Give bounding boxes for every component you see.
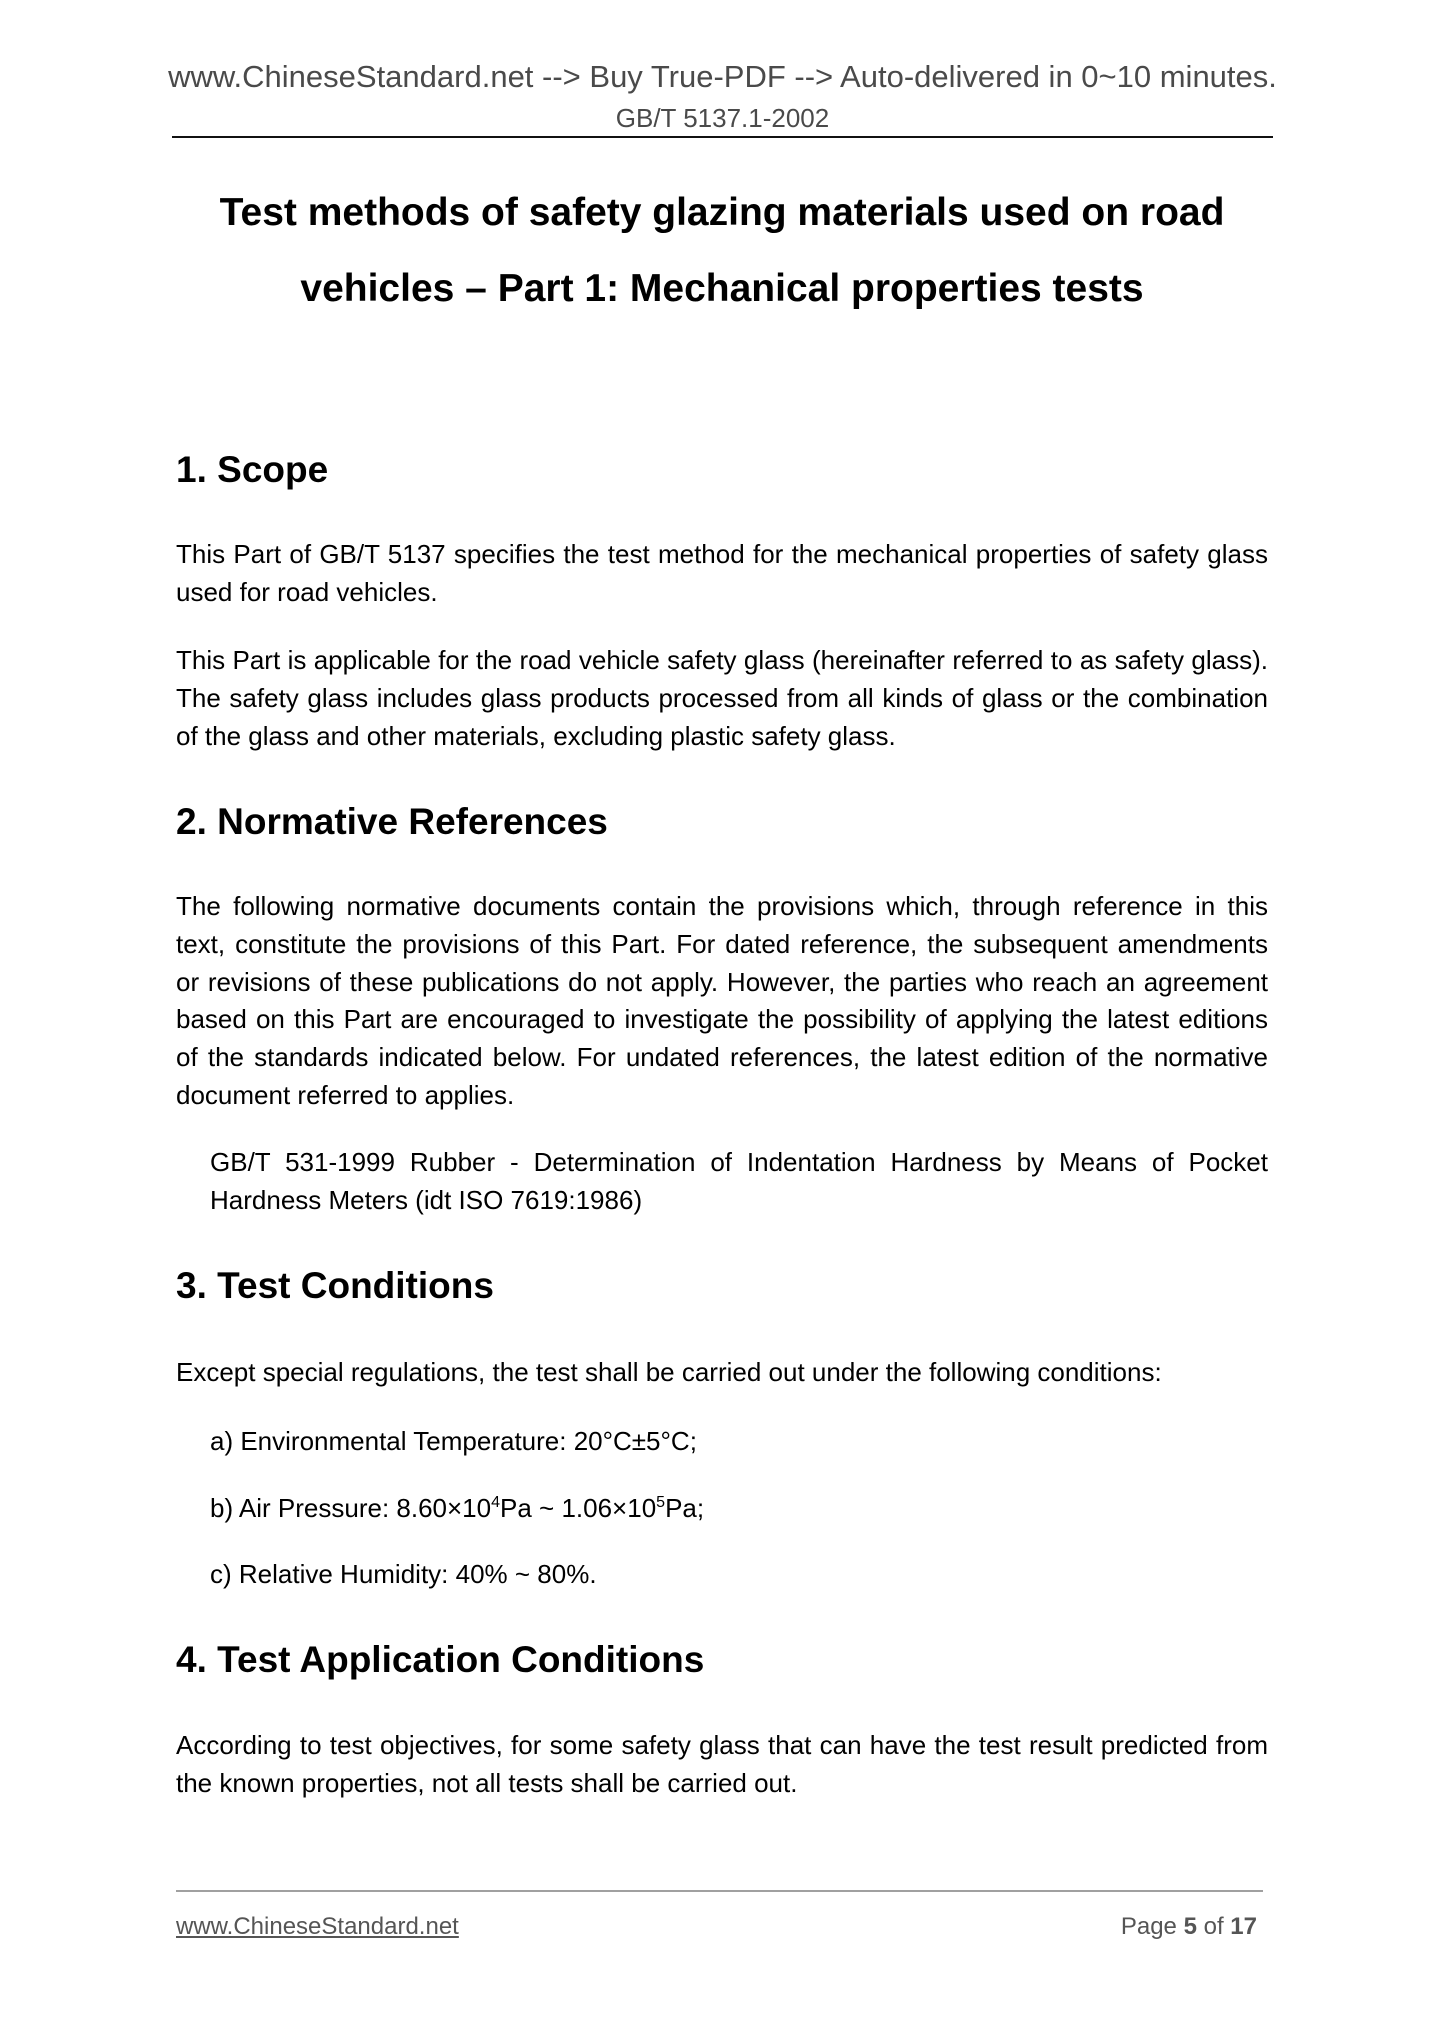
standard-code: GB/T 5137.1-2002 <box>615 103 830 133</box>
text-line: This Part of GB/T 5137 specifies the test method for the mechanical properties of safety glass <box>176 539 1268 569</box>
page-current: 5 <box>1183 1913 1197 1940</box>
text-line: of the glass and other materials, excluding plastic safety glass. <box>176 720 896 751</box>
text-line: GB/T 531-1999 Rubber - Determination of Indentation Hardness by Means of Pocket <box>210 1147 1268 1177</box>
condition-air-pressure <box>210 1489 704 1527</box>
text-line: This Part is applicable for the road vehicle safety glass (hereinafter referred to as safety glass). <box>176 645 1268 675</box>
footer-website-link[interactable]: www.ChineseStandard.net <box>176 1913 459 1940</box>
normative-references-paragraph <box>176 888 1268 1115</box>
document-title <box>176 175 1268 327</box>
pressure-text: Pa ~ 1.06×10 <box>500 1493 657 1523</box>
footer-divider <box>176 1890 1263 1892</box>
header-divider <box>172 136 1273 138</box>
text-line: Except special regulations, the test shall be carried out under the following conditions: <box>176 1357 1162 1387</box>
text-line: based on this Part are encouraged to investigate the possibility of applying the latest editions <box>176 1004 1268 1035</box>
scope-paragraph-2 <box>176 642 1268 755</box>
text-line: or revisions of these publications do not apply. However, the parties who reach an agreement <box>176 966 1268 997</box>
scope-paragraph-1 <box>176 536 1268 612</box>
exponent: 4 <box>491 1494 501 1511</box>
section-heading-test-conditions: 3. Test Conditions <box>176 1265 494 1306</box>
page-of: of <box>1203 1913 1224 1940</box>
text-line: According to test objectives, for some safety glass that can have the test result predicted from <box>176 1730 1268 1760</box>
text-line: Hardness Meters (idt ISO 7619:1986) <box>210 1184 643 1215</box>
test-application-paragraph <box>176 1727 1268 1803</box>
page-indicator <box>1121 1913 1257 1941</box>
header-banner: www.ChineseStandard.net --> Buy True-PDF --> Auto-delivered in 0~10 minutes. <box>168 59 1277 94</box>
pressure-text: Pa; <box>665 1493 705 1523</box>
condition-humidity: c) Relative Humidity: 40% ~ 80%. <box>210 1559 597 1589</box>
title-line-2: vehicles – Part 1: Mechanical properties tests <box>300 267 1144 310</box>
text-line: text, constitute the provisions of this Part. For dated reference, the subsequent amendments <box>176 928 1268 959</box>
page-word: Page <box>1120 1913 1177 1940</box>
reference-item-gbt-531 <box>210 1144 1268 1220</box>
title-line-1: Test methods of safety glazing materials used on road <box>219 191 1225 234</box>
text-line: The safety glass includes glass products processed from all kinds of glass or the combination <box>176 682 1268 713</box>
section-heading-normative-references: 2. Normative References <box>176 801 608 842</box>
text-line: The following normative documents contain the provisions which, through reference in this <box>176 891 1268 921</box>
section-heading-scope: 1. Scope <box>176 449 329 490</box>
exponent: 5 <box>656 1494 666 1511</box>
section-heading-test-application-conditions: 4. Test Application Conditions <box>176 1639 705 1680</box>
pressure-text: b) Air Pressure: 8.60×10 <box>210 1493 492 1523</box>
condition-temperature: a) Environmental Temperature: 20°C±5°C; <box>210 1426 697 1456</box>
text-line: document referred to applies. <box>176 1079 515 1110</box>
text-line: used for road vehicles. <box>176 576 438 607</box>
text-line: the known properties, not all tests shall be carried out. <box>176 1767 798 1798</box>
test-conditions-intro <box>176 1354 1268 1392</box>
text-line: of the standards indicated below. For undated references, the latest edition of the normative <box>176 1042 1268 1073</box>
page-total: 17 <box>1230 1913 1257 1940</box>
